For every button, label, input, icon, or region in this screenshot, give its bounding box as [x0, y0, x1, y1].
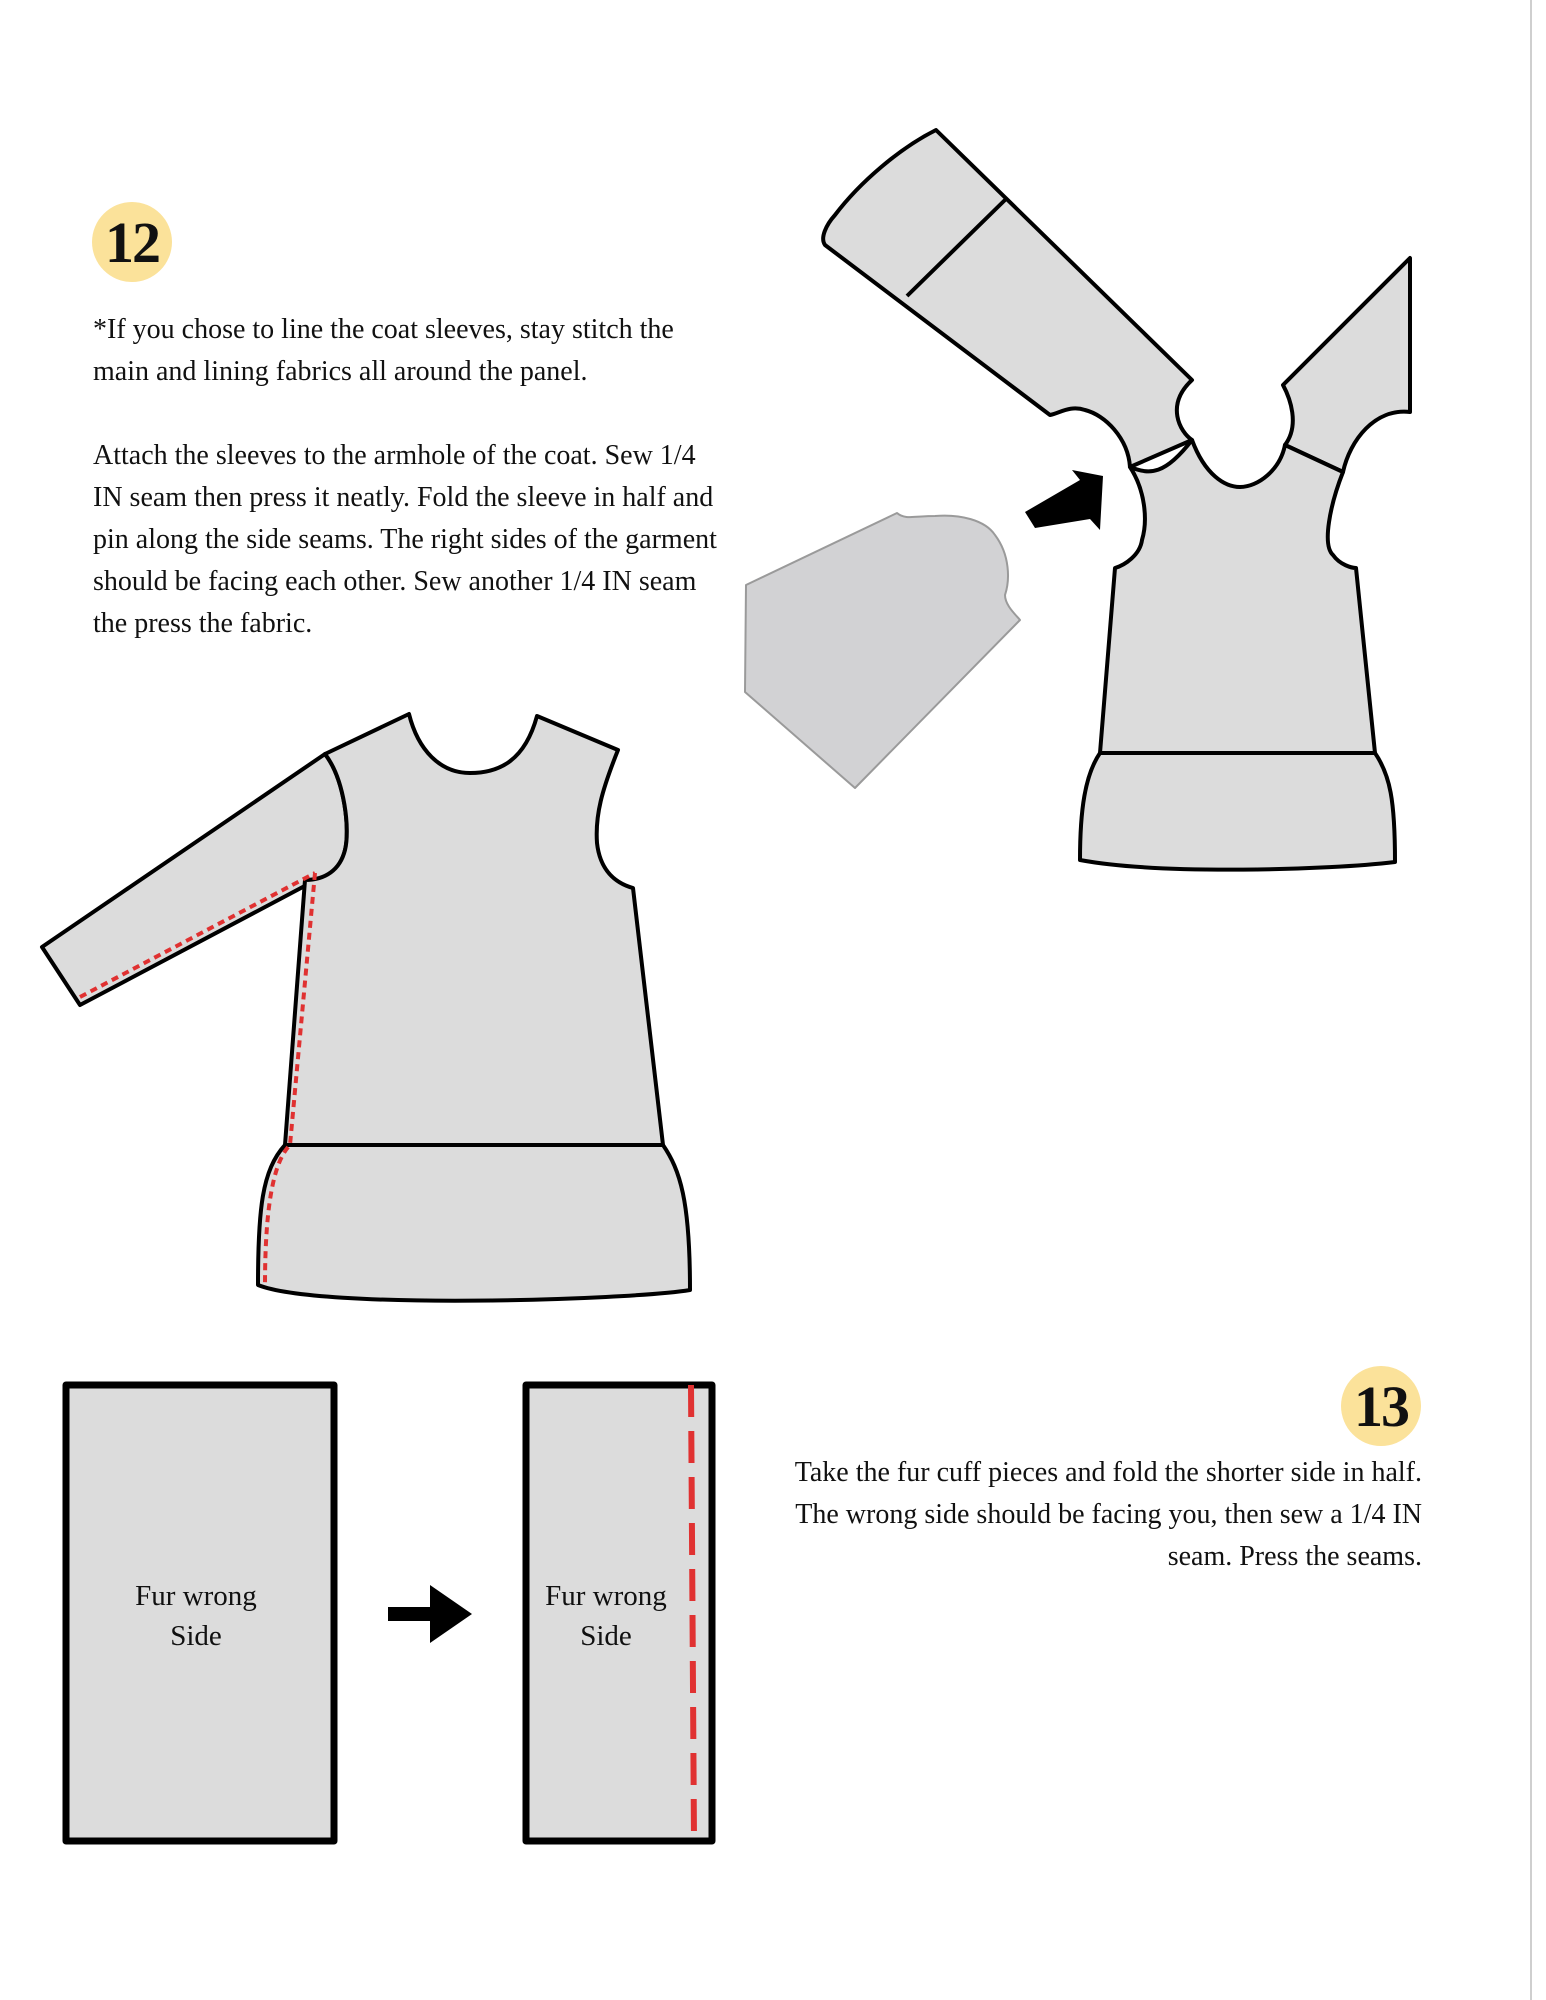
- coat-folded-sleeve-illustration: [42, 714, 690, 1301]
- coat-right-sleeve: [1283, 258, 1410, 472]
- fur-panel-right-label-line2: Side: [580, 1620, 632, 1652]
- folded-coat-body: [285, 714, 663, 1145]
- fur-panel-left-label-line2: Side: [170, 1620, 222, 1652]
- fur-panel-left-label: [66, 1576, 326, 1656]
- separate-sleeve-piece: [745, 513, 1020, 788]
- fur-panel-left-label-line1: Fur wrong: [135, 1580, 257, 1612]
- arrow-diagonal-icon: [1025, 470, 1103, 530]
- coat-hem-band: [1080, 753, 1395, 870]
- coat-left-sleeve: [823, 130, 1192, 467]
- folded-coat-hem-band: [258, 1145, 690, 1301]
- step-12-paragraph-2: Attach the sleeves to the armhole of the coat. Sew 1/4 IN seam then press it neatly. Fold the sleeve in half and pin along the side seams. The right sides of the garment should be facing each other. Sew another 1/4 IN seam the press the fabric.: [93, 440, 717, 639]
- step-12-number: 12: [105, 209, 159, 275]
- fur-panel-right-label-line1: Fur wrong: [545, 1580, 667, 1612]
- arrow-right-icon: [388, 1585, 472, 1643]
- coat-with-sleeves-illustration: [823, 130, 1410, 870]
- step-13-number: 13: [1354, 1373, 1408, 1439]
- fur-panel-right-label: [476, 1576, 736, 1656]
- coat-body: [1100, 440, 1375, 753]
- step-13-paragraph: Take the fur cuff pieces and fold the shorter side in half. The wrong side should be facing you, then sew a 1/4 IN seam. Press the seams.: [794, 1457, 1422, 1572]
- step-12-paragraph-1: *If you chose to line the coat sleeves, stay stitch the main and lining fabrics all around the panel.: [93, 314, 674, 387]
